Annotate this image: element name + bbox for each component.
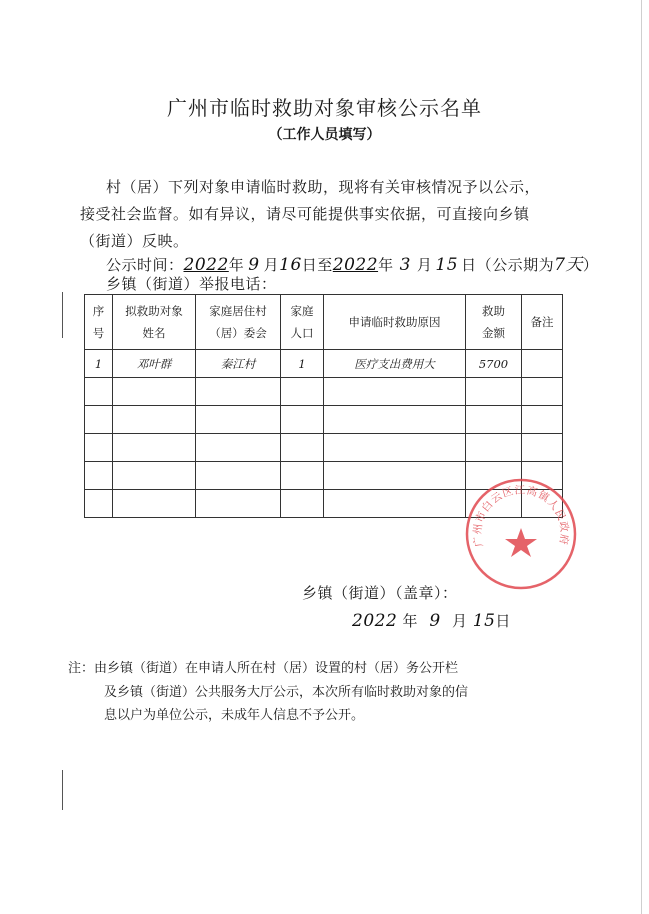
row-name: 邓叶群 [113,350,196,378]
margin-mark-top [62,292,63,338]
end-month: 3 [399,255,411,275]
seal-text: 广州市白云区江高镇人民政府 [471,484,571,548]
sign-day: 15 [472,611,496,631]
note-line-2: 及乡镇（街道）公共服务大厅公示，本次所有临时救助对象的信 [104,685,469,700]
header-remark: 备注 [522,295,563,350]
row-village: 秦江村 [196,350,281,378]
table-header-row [85,295,563,350]
document-subtitle: （工作人员填写） [268,127,381,143]
publicity-time-label: 公示时间： [106,256,184,274]
table-row-empty [85,406,563,434]
header-amount: 救助 金额 [466,295,522,350]
row-population: 1 [281,350,324,378]
document-title: 广州市临时救助对象审核公示名单 [167,96,482,120]
header-reason: 申请临时救助原因 [324,295,466,350]
note-line-1: 注：由乡镇（街道）在申请人所在村（居）设置的村（居）务公开栏 [68,661,459,676]
intro-line-1: 村（居）下列对象申请临时救助，现将有关审核情况予以公示， [106,178,541,196]
header-name: 拟救助对象 姓名 [113,295,196,350]
month-label: 月 [263,256,280,274]
row-reason: 医疗支出费用大 [324,350,466,378]
intro-line-2: 接受社会监督。如有异议，请尽可能提供事实依据，可直接向乡镇 [80,205,530,223]
sign-day-label: 日 [495,612,511,630]
row-amount: 5700 [466,350,522,378]
sign-date [352,610,511,631]
sign-month: 9 [429,611,441,631]
row-remark [522,350,563,378]
start-year: 2022 [183,255,229,275]
table-row-empty [85,378,563,406]
end-year: 2022 [332,255,379,275]
header-population: 家庭 人口 [281,295,324,350]
table-row-empty [85,434,563,462]
year-label-2: 年 [378,256,394,274]
sign-year-label: 年 [402,612,419,630]
row-no: 1 [85,350,113,378]
seal-label: 乡镇（街道）（盖章）： [302,584,458,602]
end-day: 15 [435,255,459,275]
year-label: 年 [228,256,245,274]
period-handwritten: 7天 [554,255,583,275]
day-to-label: 日至 [301,256,333,274]
header-no: 序 号 [85,295,113,350]
intro-line-3: （街道）反映。 [80,232,189,250]
sign-year: 2022 [352,611,398,631]
close-paren: ） [582,256,599,274]
table-row [85,350,563,378]
note-line-3: 息以户为单位公示，未成年人信息不予公开。 [104,708,365,723]
official-seal-icon [463,476,579,592]
header-village: 家庭居住村 （居）委会 [196,295,281,350]
margin-mark-bottom [62,770,63,810]
start-day: 16 [279,255,302,275]
month-label-2: 月 [416,256,433,274]
start-month: 9 [248,255,260,275]
sign-month-label: 月 [451,612,468,630]
publicity-time-line [106,250,598,275]
report-phone-label: 乡镇（街道）举报电话： [106,275,277,293]
day-end-label: 日（公示期为 [461,256,555,274]
